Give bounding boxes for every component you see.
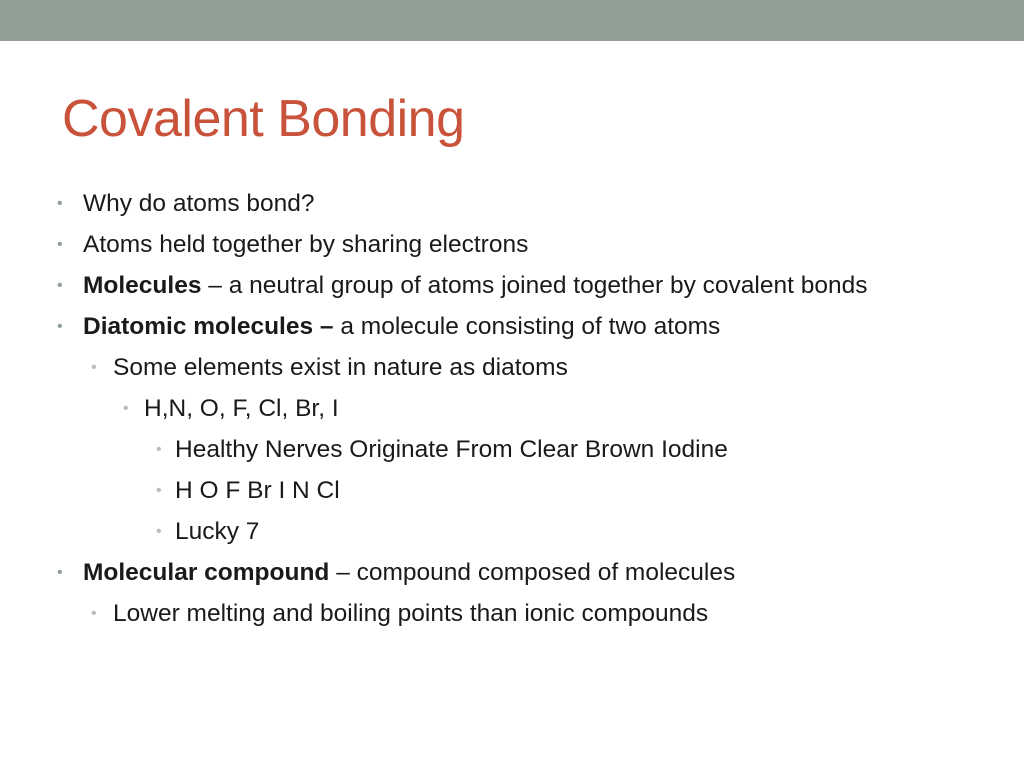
- bullet-marker-icon: •: [156, 441, 162, 458]
- bullet-term: Molecules: [83, 272, 202, 299]
- bullet-marker-icon: •: [57, 564, 63, 581]
- bullet-item: [0, 433, 1024, 467]
- bullet-text: H,N, O, F, Cl, Br, I: [144, 395, 339, 422]
- bullet-text: Lucky 7: [175, 518, 260, 545]
- bullet-text: [83, 269, 924, 303]
- top-accent-bar: [0, 0, 1024, 41]
- bullet-item: [0, 228, 1024, 262]
- bullet-marker-icon: •: [91, 359, 97, 376]
- slide-title: Covalent Bonding: [62, 90, 465, 148]
- bullet-item: [0, 556, 1024, 590]
- bullet-text: Atoms held together by sharing electrons: [83, 231, 529, 258]
- bullet-definition: – a neutral group of atoms joined together by covalent bonds: [201, 272, 868, 299]
- bullet-marker-icon: •: [57, 318, 63, 335]
- bullet-item: [0, 597, 1024, 631]
- bullet-list: [0, 187, 1024, 638]
- bullet-item: [0, 310, 1024, 344]
- bullet-marker-icon: •: [156, 523, 162, 540]
- bullet-text: Why do atoms bond?: [83, 190, 315, 217]
- bullet-text: [83, 556, 924, 590]
- bullet-item: [0, 474, 1024, 508]
- bullet-term: Molecular compound: [83, 559, 330, 586]
- bullet-term: Diatomic molecules –: [83, 313, 334, 340]
- bullet-definition: – compound composed of molecules: [329, 559, 736, 586]
- bullet-item: [0, 392, 1024, 426]
- bullet-text: [83, 310, 924, 344]
- bullet-marker-icon: •: [57, 236, 63, 253]
- bullet-text: Healthy Nerves Originate From Clear Brown Iodine: [175, 436, 728, 463]
- bullet-marker-icon: •: [91, 605, 97, 622]
- bullet-item: [0, 515, 1024, 549]
- bullet-text: Some elements exist in nature as diatoms: [113, 354, 568, 381]
- bullet-item: [0, 187, 1024, 221]
- bullet-definition: a molecule consisting of two atoms: [333, 313, 721, 340]
- bullet-text: H O F Br I N Cl: [175, 477, 340, 504]
- bullet-marker-icon: •: [123, 400, 129, 417]
- bullet-marker-icon: •: [156, 482, 162, 499]
- bullet-text: Lower melting and boiling points than ionic compounds: [113, 600, 709, 627]
- bullet-marker-icon: •: [57, 277, 63, 294]
- bullet-marker-icon: •: [57, 195, 63, 212]
- bullet-item: [0, 351, 1024, 385]
- bullet-item: [0, 269, 1024, 303]
